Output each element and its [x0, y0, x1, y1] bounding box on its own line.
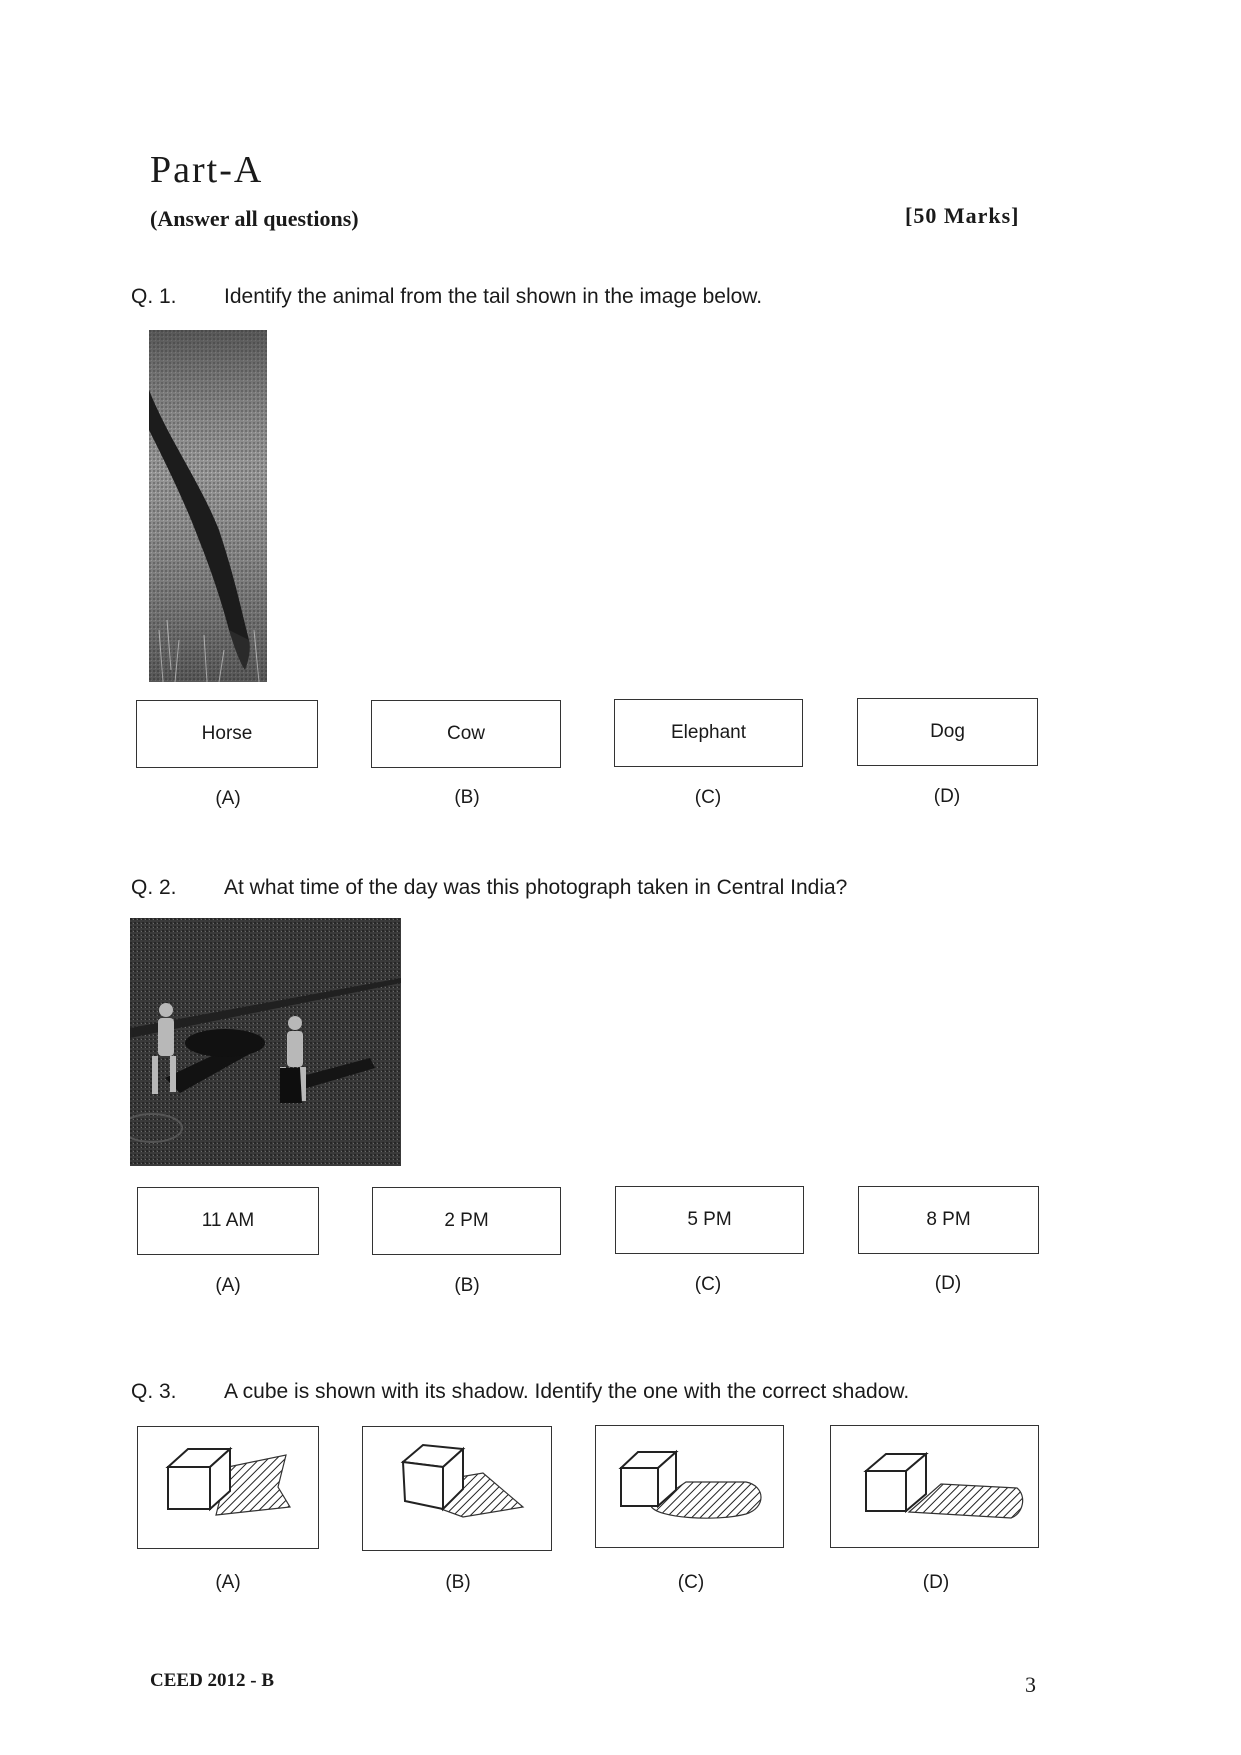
- q3-option-b-label: (B): [445, 1572, 471, 1593]
- question-2-number: Q. 2.: [131, 876, 177, 899]
- q1-option-c-label: (C): [694, 787, 722, 808]
- question-3-number: Q. 3.: [131, 1380, 177, 1403]
- question-1-text: Identify the animal from the tail shown in the image below.: [224, 285, 763, 308]
- exam-code: CEED 2012 - B: [150, 1670, 275, 1691]
- q3-option-a-label: (A): [215, 1572, 241, 1593]
- shadow-photo: [130, 918, 401, 1166]
- q2-option-c-label: (C): [694, 1274, 722, 1295]
- q2-option-b-box[interactable]: [372, 1187, 561, 1255]
- q1-option-d-text: Dog: [930, 721, 965, 742]
- q2-option-a-text: 11 AM: [201, 1210, 255, 1231]
- cube-shadow-c-icon: [596, 1426, 782, 1546]
- q3-option-d-label: (D): [922, 1572, 950, 1593]
- instruction-text: (Answer all questions): [150, 206, 359, 231]
- q2-option-c-box[interactable]: [615, 1186, 804, 1254]
- q3-option-b-box[interactable]: [362, 1426, 552, 1551]
- q2-option-a-box[interactable]: [137, 1187, 319, 1255]
- q3-option-d-box[interactable]: [830, 1425, 1039, 1548]
- question-1-number: Q. 1.: [131, 285, 177, 308]
- q3-option-c-box[interactable]: [595, 1425, 784, 1548]
- part-title: Part-A: [150, 149, 264, 191]
- q2-option-d-box[interactable]: [858, 1186, 1039, 1254]
- q1-option-b-label: (B): [454, 787, 480, 808]
- q1-option-a-box[interactable]: [136, 700, 318, 768]
- q2-option-c-text: 5 PM: [687, 1209, 732, 1230]
- q1-option-d-box[interactable]: [857, 698, 1038, 766]
- page-number: 3: [1025, 1672, 1036, 1697]
- q2-option-b-label: (B): [454, 1275, 480, 1296]
- cube-shadow-b-icon: [363, 1427, 550, 1549]
- q3-option-c-label: (C): [677, 1572, 705, 1593]
- q3-option-a-box[interactable]: [137, 1426, 319, 1549]
- q2-option-a-label: (A): [215, 1275, 241, 1296]
- tail-photo: [149, 330, 267, 682]
- question-2-text: At what time of the day was this photograph taken in Central India?: [224, 876, 848, 899]
- q2-option-b-text: 2 PM: [444, 1210, 489, 1231]
- question-3-text: A cube is shown with its shadow. Identify the one with the correct shadow.: [224, 1380, 910, 1403]
- q2-option-d-label: (D): [934, 1273, 962, 1294]
- q1-option-c-text: Elephant: [670, 722, 746, 743]
- q1-option-c-box[interactable]: [614, 699, 803, 767]
- marks-label: [50 Marks]: [905, 203, 1020, 228]
- q1-option-a-label: (A): [215, 788, 241, 809]
- cube-shadow-a-icon: [138, 1427, 317, 1547]
- q1-option-d-label: (D): [933, 786, 961, 807]
- q2-option-d-text: 8 PM: [926, 1209, 971, 1230]
- cube-shadow-d-icon: [831, 1426, 1037, 1546]
- q1-option-b-box[interactable]: [371, 700, 561, 768]
- q1-option-a-text: Horse: [201, 723, 253, 744]
- q1-option-b-text: Cow: [446, 723, 485, 744]
